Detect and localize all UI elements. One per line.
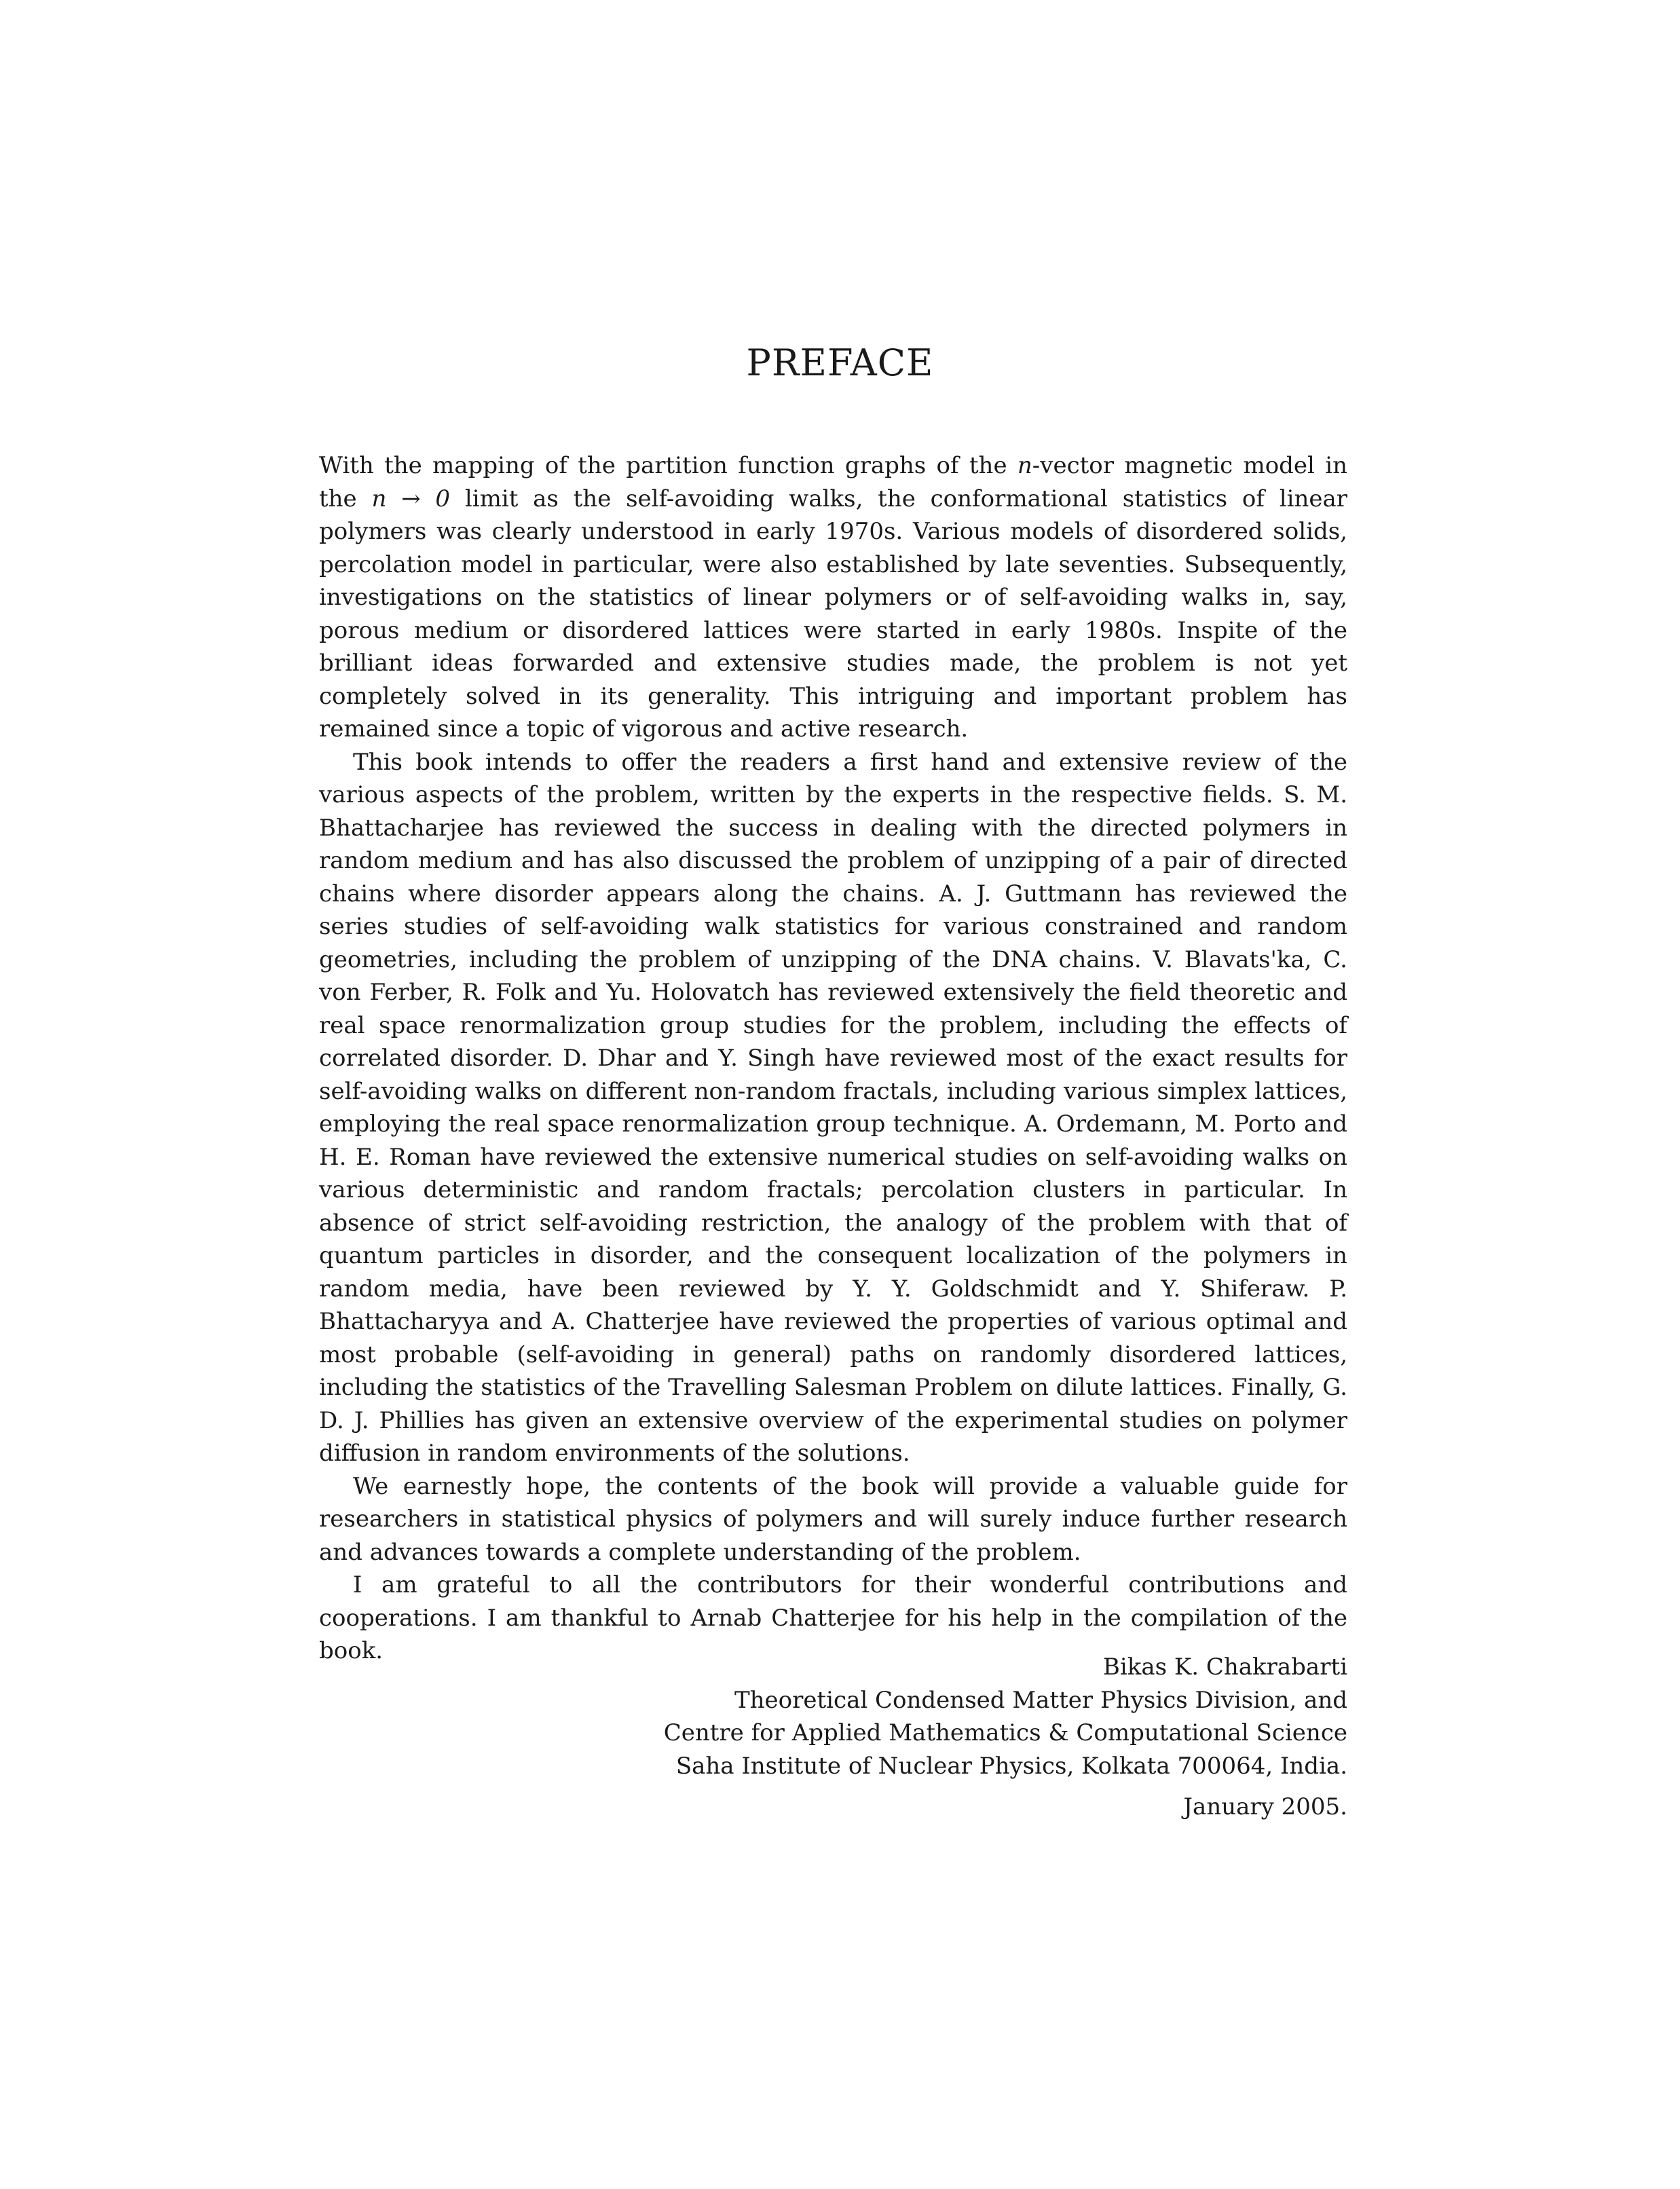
paragraph-1-text-a: With the mapping of the partition function graphs of the (319, 452, 1018, 479)
affiliation-line-2: Centre for Applied Mathematics & Computational Science (663, 1719, 1347, 1746)
affiliation-line-3: Saha Institute of Nuclear Physics, Kolkata 700064, India. (675, 1752, 1347, 1780)
math-n: n (1017, 452, 1032, 479)
page-title: PREFACE (746, 341, 934, 384)
paragraph-1 (319, 449, 1347, 746)
paragraph-2: This book intends to offer the readers a first hand and extensive review of the various aspects of the problem, written by the experts in the respective fields. S. M. Bhattacharjee has reviewed the success in dealing with the directed polymers in random medium and has also discussed the problem of unzipping of a pair of directed chains where disorder appears along the chains. A. J. Guttmann has reviewed the series studies of self-avoiding walk statistics for various constrained and random geometries, including the problem of unzipping of the DNA chains. V. Blavats'ka, C. von Ferber, R. Folk and Yu. Holovatch has reviewed extensively the field theoretic and real space renormalization group studies for the problem, including the effects of correlated disorder. D. Dhar and Y. Singh have reviewed most of the exact results for self-avoiding walks on different non-random fractals, including various simplex lattices, employing the real space renormalization group technique. A. Ordemann, M. Porto and H. E. Roman have reviewed the extensive numerical studies on self-avoiding walks on various deterministic and random fractals; percolation clusters in particular. In absence of strict self-avoiding restriction, the analogy of the problem with that of quantum particles in disorder, and the consequent localization of the polymers in random media, have been reviewed by Y. Y. Goldschmidt and Y. Shiferaw. P. Bhattacharyya and A. Chatterjee have reviewed the properties of various optimal and most probable (self-avoiding in general) paths on randomly disordered lattices, including the statistics of the Travelling Salesman Problem on dilute lattices. Finally, G. D. J. Phillies has given an extensive overview of the experimental studies on polymer diffusion in random environments of the solutions. (319, 748, 1347, 1467)
paragraph-1-text-b: -vector magnetic model in the (319, 452, 1347, 512)
author-name: Bikas K. Chakrabarti (1102, 1653, 1347, 1681)
affiliation-line-1: Theoretical Condensed Matter Physics Division, and (734, 1686, 1347, 1714)
paragraph-1-text-c: limit as the self-avoiding walks, the conformational statistics of linear polymers was clearly understood in early 1970s. Various models of disordered solids, percolation model in particular, were also established by late seventies. Subsequently, investigations on the statistics of linear polymers or of self-avoiding walks in, say, porous medium or disordered lattices were started in early 1980s. Inspite of the brilliant ideas forwarded and extensive studies made, the problem is not yet completely solved in its generality. This intriguing and important problem has remained since a topic of vigorous and active research. (319, 485, 1347, 743)
paragraph-4: I am grateful to all the contributors for their wonderful contributions and cooperations. I am thankful to Arnab Chatterjee for his help in the compilation of the book. (319, 1571, 1347, 1664)
signature-block (329, 1651, 1347, 1824)
math-n-limit: n → 0 (371, 485, 451, 512)
paragraph-3: We earnestly hope, the contents of the book will provide a valuable guide for researchers in statistical physics of polymers and will surely induce further research and advances towards a complete understanding of the problem. (319, 1472, 1347, 1566)
preface-body (319, 449, 1347, 1668)
signature-date: January 2005. (1183, 1793, 1347, 1820)
